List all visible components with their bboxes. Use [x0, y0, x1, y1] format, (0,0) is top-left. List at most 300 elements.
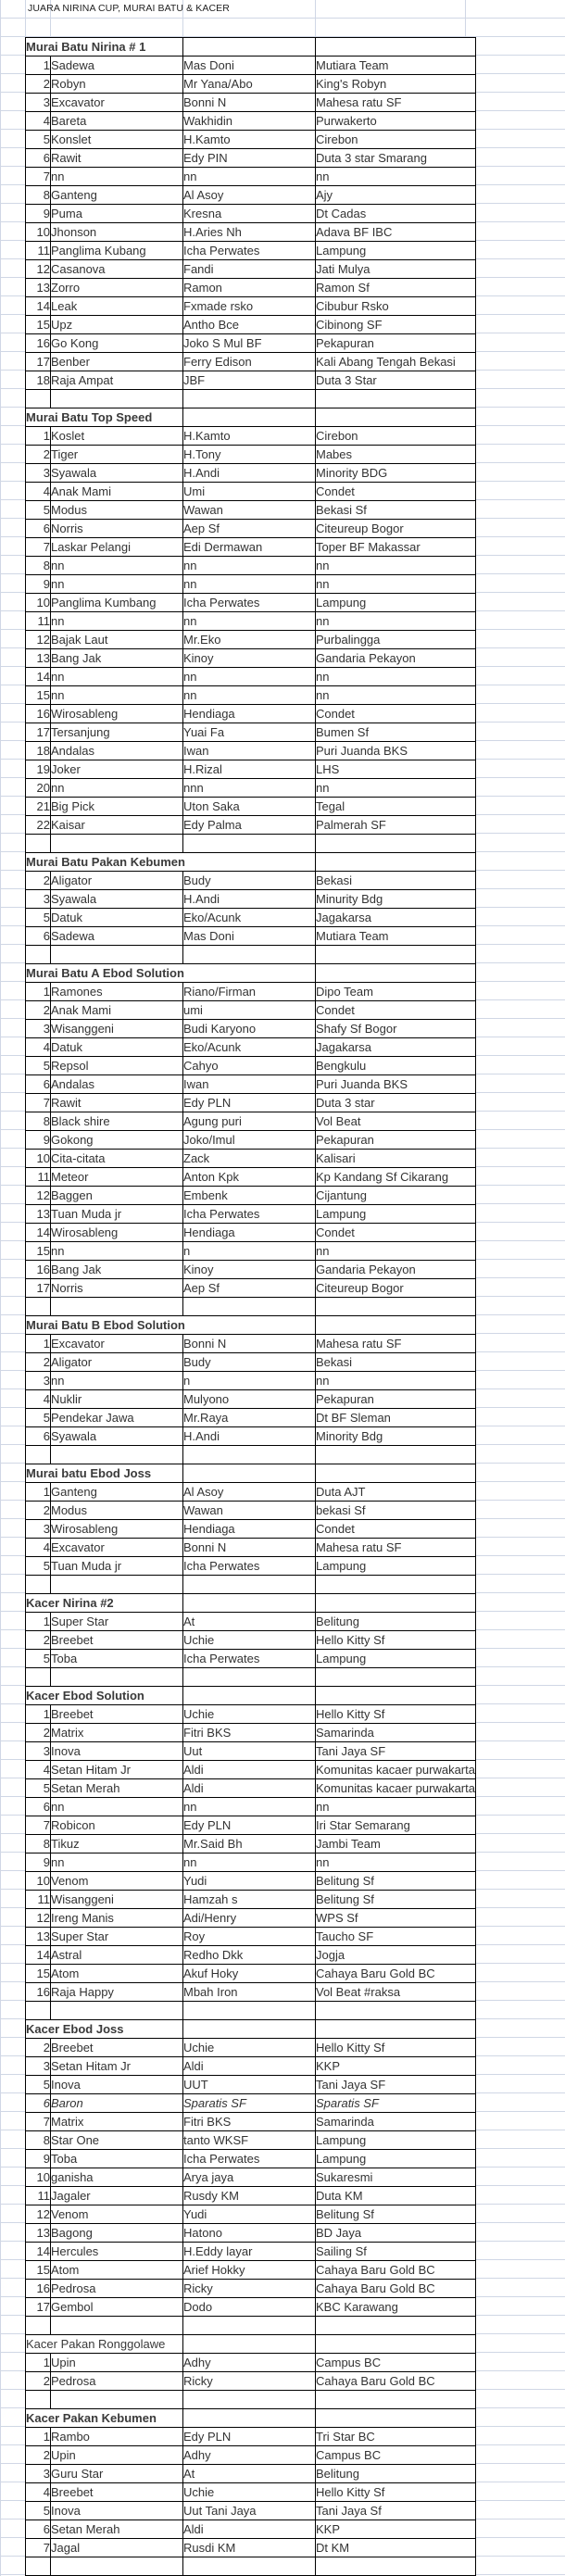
owner-cell[interactable]: H.Rizal: [183, 760, 316, 779]
rank-cell[interactable]: 19: [26, 760, 51, 779]
bird-name-cell[interactable]: Aligator: [51, 1353, 183, 1372]
team-cell[interactable]: Citeureup Bogor: [316, 520, 476, 538]
team-cell[interactable]: Campus BC: [316, 2354, 476, 2372]
empty-cell[interactable]: [316, 1298, 476, 1316]
team-cell[interactable]: Tri Star BC: [316, 2428, 476, 2446]
empty-cell[interactable]: [316, 2557, 476, 2576]
bird-name-cell[interactable]: nn: [51, 612, 183, 631]
owner-cell[interactable]: Kresna: [183, 205, 316, 223]
rank-cell[interactable]: 7: [26, 538, 51, 557]
bird-name-cell[interactable]: Inova: [51, 1742, 183, 1761]
rank-cell[interactable]: 14: [26, 1224, 51, 1242]
team-cell[interactable]: Jambi Team: [316, 1835, 476, 1853]
bird-name-cell[interactable]: Tuan Muda jr: [51, 1205, 183, 1224]
rank-cell[interactable]: 6: [26, 1798, 51, 1816]
team-cell[interactable]: nn: [316, 575, 476, 594]
empty-cell[interactable]: [51, 2557, 183, 2576]
rank-cell[interactable]: 1: [26, 1335, 51, 1353]
empty-cell[interactable]: [26, 835, 51, 853]
rank-cell[interactable]: 16: [26, 2280, 51, 2298]
team-cell[interactable]: Adava BF IBC: [316, 223, 476, 242]
owner-cell[interactable]: H.Eddy layar: [183, 2243, 316, 2261]
bird-name-cell[interactable]: ganisha: [51, 2168, 183, 2187]
owner-cell[interactable]: Edy PLN: [183, 1816, 316, 1835]
team-cell[interactable]: Pekapuran: [316, 334, 476, 353]
owner-cell[interactable]: H.Tony: [183, 446, 316, 464]
bird-name-cell[interactable]: Bareta: [51, 112, 183, 131]
owner-cell[interactable]: Bonni N: [183, 1539, 316, 1557]
rank-cell[interactable]: 13: [26, 279, 51, 297]
rank-cell[interactable]: 3: [26, 2465, 51, 2483]
rank-cell[interactable]: 8: [26, 186, 51, 205]
empty-cell[interactable]: [26, 1298, 51, 1316]
owner-cell[interactable]: Agung puri: [183, 1112, 316, 1131]
rank-cell[interactable]: 21: [26, 798, 51, 816]
team-cell[interactable]: nn: [316, 1798, 476, 1816]
empty-cell[interactable]: [26, 946, 51, 964]
empty-cell[interactable]: [51, 1668, 183, 1687]
empty-cell[interactable]: [316, 408, 476, 427]
owner-cell[interactable]: Aep Sf: [183, 520, 316, 538]
owner-cell[interactable]: H.Aries Nh: [183, 223, 316, 242]
owner-cell[interactable]: umi: [183, 1001, 316, 1020]
team-cell[interactable]: Dipo Team: [316, 983, 476, 1001]
rank-cell[interactable]: 2: [26, 2039, 51, 2057]
team-cell[interactable]: Belitung Sf: [316, 1891, 476, 1909]
team-cell[interactable]: nn: [316, 557, 476, 575]
owner-cell[interactable]: Eko/Acunk: [183, 909, 316, 927]
bird-name-cell[interactable]: Meteor: [51, 1168, 183, 1187]
empty-cell[interactable]: [183, 1668, 316, 1687]
owner-cell[interactable]: Antho Bce: [183, 316, 316, 334]
bird-name-cell[interactable]: Sadewa: [51, 57, 183, 75]
bird-name-cell[interactable]: Matrix: [51, 1724, 183, 1742]
team-cell[interactable]: Dt KM: [316, 2539, 476, 2557]
team-cell[interactable]: Kali Abang Tengah Bekasi: [316, 353, 476, 371]
team-cell[interactable]: Cijantung: [316, 1187, 476, 1205]
owner-cell[interactable]: Mas Doni: [183, 927, 316, 946]
section-title[interactable]: Kacer Nirina #2: [26, 1594, 183, 1613]
bird-name-cell[interactable]: Datuk: [51, 909, 183, 927]
empty-cell[interactable]: [316, 1668, 476, 1687]
rank-cell[interactable]: 12: [26, 1909, 51, 1928]
bird-name-cell[interactable]: Kaisar: [51, 816, 183, 835]
owner-cell[interactable]: Bonni N: [183, 1335, 316, 1353]
bird-name-cell[interactable]: Excavator: [51, 1335, 183, 1353]
owner-cell[interactable]: Mr.Eko: [183, 631, 316, 649]
team-cell[interactable]: Shafy Sf Bogor: [316, 1020, 476, 1038]
team-cell[interactable]: Ramon Sf: [316, 279, 476, 297]
rank-cell[interactable]: 10: [26, 594, 51, 612]
empty-cell[interactable]: [183, 1576, 316, 1594]
bird-name-cell[interactable]: Inova: [51, 2502, 183, 2520]
empty-cell[interactable]: [316, 1687, 476, 1705]
empty-cell[interactable]: [316, 2020, 476, 2039]
rank-cell[interactable]: 11: [26, 1891, 51, 1909]
team-cell[interactable]: nn: [316, 686, 476, 705]
empty-cell[interactable]: [316, 1576, 476, 1594]
owner-cell[interactable]: Hendiaga: [183, 1224, 316, 1242]
bird-name-cell[interactable]: Matrix: [51, 2113, 183, 2131]
rank-cell[interactable]: 14: [26, 1946, 51, 1965]
bird-name-cell[interactable]: Andalas: [51, 742, 183, 760]
empty-cell[interactable]: [26, 1576, 51, 1594]
owner-cell[interactable]: Roy: [183, 1928, 316, 1946]
team-cell[interactable]: Puri Juanda BKS: [316, 742, 476, 760]
bird-name-cell[interactable]: Joker: [51, 760, 183, 779]
owner-cell[interactable]: Yuai Fa: [183, 723, 316, 742]
bird-name-cell[interactable]: Setan Merah: [51, 2520, 183, 2539]
rank-cell[interactable]: 1: [26, 2428, 51, 2446]
bird-name-cell[interactable]: Astral: [51, 1946, 183, 1965]
team-cell[interactable]: Duta KM: [316, 2187, 476, 2205]
rank-cell[interactable]: 18: [26, 742, 51, 760]
empty-cell[interactable]: [26, 390, 51, 408]
rank-cell[interactable]: 3: [26, 94, 51, 112]
empty-cell[interactable]: [183, 1687, 316, 1705]
rank-cell[interactable]: 2: [26, 872, 51, 890]
team-cell[interactable]: Duta 3 star Smarang: [316, 149, 476, 168]
owner-cell[interactable]: H.Kamto: [183, 131, 316, 149]
team-cell[interactable]: Sparatis SF: [316, 2094, 476, 2113]
owner-cell[interactable]: Kinoy: [183, 649, 316, 668]
owner-cell[interactable]: Fitri BKS: [183, 2113, 316, 2131]
rank-cell[interactable]: 5: [26, 1650, 51, 1668]
bird-name-cell[interactable]: Sadewa: [51, 927, 183, 946]
bird-name-cell[interactable]: Rawit: [51, 1094, 183, 1112]
rank-cell[interactable]: 9: [26, 575, 51, 594]
rank-cell[interactable]: 5: [26, 131, 51, 149]
bird-name-cell[interactable]: Bajak Laut: [51, 631, 183, 649]
team-cell[interactable]: Duta AJT: [316, 1483, 476, 1502]
rank-cell[interactable]: 11: [26, 2187, 51, 2205]
bird-name-cell[interactable]: Tersanjung: [51, 723, 183, 742]
owner-cell[interactable]: Mr.Raya: [183, 1409, 316, 1427]
owner-cell[interactable]: Hamzah s: [183, 1891, 316, 1909]
bird-name-cell[interactable]: Gokong: [51, 1131, 183, 1150]
team-cell[interactable]: nn: [316, 1372, 476, 1390]
owner-cell[interactable]: Zack: [183, 1150, 316, 1168]
team-cell[interactable]: KKP: [316, 2057, 476, 2076]
empty-cell[interactable]: [316, 2335, 476, 2354]
team-cell[interactable]: Mutiara Team: [316, 927, 476, 946]
rank-cell[interactable]: 11: [26, 1168, 51, 1187]
bird-name-cell[interactable]: Setan Hitam Jr: [51, 2057, 183, 2076]
owner-cell[interactable]: Dodo: [183, 2298, 316, 2317]
empty-cell[interactable]: [183, 1298, 316, 1316]
owner-cell[interactable]: H.Andi: [183, 1427, 316, 1446]
empty-cell[interactable]: [183, 835, 316, 853]
empty-cell[interactable]: [183, 2020, 316, 2039]
bird-name-cell[interactable]: Venom: [51, 2205, 183, 2224]
owner-cell[interactable]: Arya jaya: [183, 2168, 316, 2187]
rank-cell[interactable]: 1: [26, 1705, 51, 1724]
team-cell[interactable]: Minority BDG: [316, 464, 476, 483]
rank-cell[interactable]: 3: [26, 1372, 51, 1390]
bird-name-cell[interactable]: nn: [51, 1798, 183, 1816]
rank-cell[interactable]: 12: [26, 260, 51, 279]
team-cell[interactable]: Bekasi Sf: [316, 501, 476, 520]
bird-name-cell[interactable]: Repsol: [51, 1057, 183, 1075]
rank-cell[interactable]: 16: [26, 705, 51, 723]
bird-name-cell[interactable]: Laskar Pelangi: [51, 538, 183, 557]
empty-cell[interactable]: [316, 38, 476, 57]
rank-cell[interactable]: 6: [26, 1075, 51, 1094]
team-cell[interactable]: Tegal: [316, 798, 476, 816]
empty-cell[interactable]: [51, 2317, 183, 2335]
owner-cell[interactable]: Hendiaga: [183, 1520, 316, 1539]
empty-cell[interactable]: [316, 2002, 476, 2020]
team-cell[interactable]: King's Robyn: [316, 75, 476, 94]
team-cell[interactable]: Bumen Sf: [316, 723, 476, 742]
rank-cell[interactable]: 16: [26, 334, 51, 353]
owner-cell[interactable]: Ricky: [183, 2372, 316, 2391]
bird-name-cell[interactable]: Zorro: [51, 279, 183, 297]
rank-cell[interactable]: 4: [26, 1390, 51, 1409]
rank-cell[interactable]: 3: [26, 1020, 51, 1038]
team-cell[interactable]: Hello Kitty Sf: [316, 2039, 476, 2057]
owner-cell[interactable]: Edi Dermawan: [183, 538, 316, 557]
team-cell[interactable]: Iri Star Semarang: [316, 1816, 476, 1835]
bird-name-cell[interactable]: Toba: [51, 1650, 183, 1668]
team-cell[interactable]: Campus BC: [316, 2446, 476, 2465]
team-cell[interactable]: Minority Bdg: [316, 1427, 476, 1446]
team-cell[interactable]: KBC Karawang: [316, 2298, 476, 2317]
owner-cell[interactable]: Eko/Acunk: [183, 1038, 316, 1057]
owner-cell[interactable]: nn: [183, 668, 316, 686]
owner-cell[interactable]: Uchie: [183, 1631, 316, 1650]
bird-name-cell[interactable]: Breebet: [51, 2483, 183, 2502]
rank-cell[interactable]: 16: [26, 1983, 51, 2002]
team-cell[interactable]: WPS Sf: [316, 1909, 476, 1928]
rank-cell[interactable]: 3: [26, 464, 51, 483]
bird-name-cell[interactable]: Ganteng: [51, 1483, 183, 1502]
team-cell[interactable]: Cahaya Baru Gold BC: [316, 2372, 476, 2391]
team-cell[interactable]: nn: [316, 1242, 476, 1261]
bird-name-cell[interactable]: Benber: [51, 353, 183, 371]
team-cell[interactable]: Belitung: [316, 2465, 476, 2483]
team-cell[interactable]: Palmerah SF: [316, 816, 476, 835]
team-cell[interactable]: Toper BF Makassar: [316, 538, 476, 557]
empty-cell[interactable]: [51, 1446, 183, 1464]
rank-cell[interactable]: 2: [26, 446, 51, 464]
owner-cell[interactable]: Yudi: [183, 2205, 316, 2224]
rank-cell[interactable]: 4: [26, 112, 51, 131]
bird-name-cell[interactable]: Baggen: [51, 1187, 183, 1205]
empty-cell[interactable]: [183, 1594, 316, 1613]
team-cell[interactable]: BD Jaya: [316, 2224, 476, 2243]
team-cell[interactable]: Ajy: [316, 186, 476, 205]
owner-cell[interactable]: H.Kamto: [183, 427, 316, 446]
owner-cell[interactable]: Icha Perwates: [183, 1650, 316, 1668]
bird-name-cell[interactable]: Upin: [51, 2446, 183, 2465]
rank-cell[interactable]: 2: [26, 1631, 51, 1650]
rank-cell[interactable]: 15: [26, 1965, 51, 1983]
owner-cell[interactable]: Mas Doni: [183, 57, 316, 75]
rank-cell[interactable]: 14: [26, 2243, 51, 2261]
team-cell[interactable]: Gandaria Pekayon: [316, 649, 476, 668]
owner-cell[interactable]: Mr Yana/Abo: [183, 75, 316, 94]
bird-name-cell[interactable]: Hercules: [51, 2243, 183, 2261]
rank-cell[interactable]: 15: [26, 686, 51, 705]
owner-cell[interactable]: Mr.Said Bh: [183, 1835, 316, 1853]
empty-cell[interactable]: [51, 1298, 183, 1316]
owner-cell[interactable]: Aldi: [183, 1779, 316, 1798]
rank-cell[interactable]: 9: [26, 1131, 51, 1150]
empty-cell[interactable]: [183, 2557, 316, 2576]
rank-cell[interactable]: 6: [26, 149, 51, 168]
rank-cell[interactable]: 8: [26, 2131, 51, 2150]
bird-name-cell[interactable]: Wirosableng: [51, 1224, 183, 1242]
owner-cell[interactable]: Fandi: [183, 260, 316, 279]
empty-cell[interactable]: [316, 835, 476, 853]
bird-name-cell[interactable]: Bang Jak: [51, 649, 183, 668]
empty-cell[interactable]: [183, 1464, 316, 1483]
empty-cell[interactable]: [51, 2002, 183, 2020]
rank-cell[interactable]: 17: [26, 723, 51, 742]
team-cell[interactable]: Duta 3 star: [316, 1094, 476, 1112]
bird-name-cell[interactable]: Norris: [51, 520, 183, 538]
bird-name-cell[interactable]: Puma: [51, 205, 183, 223]
owner-cell[interactable]: Edy PLN: [183, 1094, 316, 1112]
team-cell[interactable]: Jogja: [316, 1946, 476, 1965]
bird-name-cell[interactable]: Setan Merah: [51, 1779, 183, 1798]
owner-cell[interactable]: Aldi: [183, 2520, 316, 2539]
rank-cell[interactable]: 3: [26, 1742, 51, 1761]
empty-cell[interactable]: [316, 1446, 476, 1464]
owner-cell[interactable]: Uut: [183, 1742, 316, 1761]
owner-cell[interactable]: Arief Hokky: [183, 2261, 316, 2280]
owner-cell[interactable]: Mulyono: [183, 1390, 316, 1409]
owner-cell[interactable]: Icha Perwates: [183, 1205, 316, 1224]
team-cell[interactable]: nn: [316, 1853, 476, 1872]
owner-cell[interactable]: Icha Perwates: [183, 594, 316, 612]
bird-name-cell[interactable]: Breebet: [51, 1705, 183, 1724]
empty-cell[interactable]: [183, 38, 316, 57]
team-cell[interactable]: Lampung: [316, 1205, 476, 1224]
bird-name-cell[interactable]: Breebet: [51, 1631, 183, 1650]
empty-cell[interactable]: [183, 2317, 316, 2335]
rank-cell[interactable]: 4: [26, 2483, 51, 2502]
rank-cell[interactable]: 2: [26, 75, 51, 94]
empty-cell[interactable]: [316, 2391, 476, 2409]
rank-cell[interactable]: 3: [26, 1520, 51, 1539]
team-cell[interactable]: Mabes: [316, 446, 476, 464]
bird-name-cell[interactable]: nn: [51, 1372, 183, 1390]
rank-cell[interactable]: 2: [26, 1353, 51, 1372]
bird-name-cell[interactable]: Upin: [51, 2354, 183, 2372]
rank-cell[interactable]: 15: [26, 316, 51, 334]
rank-cell[interactable]: 11: [26, 612, 51, 631]
rank-cell[interactable]: 6: [26, 927, 51, 946]
owner-cell[interactable]: Wakhidin: [183, 112, 316, 131]
empty-cell[interactable]: [51, 390, 183, 408]
owner-cell[interactable]: Ramon: [183, 279, 316, 297]
empty-cell[interactable]: [183, 946, 316, 964]
bird-name-cell[interactable]: Gembol: [51, 2298, 183, 2317]
rank-cell[interactable]: 5: [26, 501, 51, 520]
owner-cell[interactable]: Icha Perwates: [183, 242, 316, 260]
owner-cell[interactable]: Budy: [183, 872, 316, 890]
rank-cell[interactable]: 8: [26, 1835, 51, 1853]
team-cell[interactable]: Komunitas kacaer purwakarta: [316, 1761, 476, 1779]
bird-name-cell[interactable]: Wirosableng: [51, 705, 183, 723]
team-cell[interactable]: Belitung: [316, 1613, 476, 1631]
owner-cell[interactable]: Sparatis SF: [183, 2094, 316, 2113]
rank-cell[interactable]: 17: [26, 1279, 51, 1298]
empty-cell[interactable]: [51, 835, 183, 853]
team-cell[interactable]: Lampung: [316, 1650, 476, 1668]
team-cell[interactable]: bekasi Sf: [316, 1502, 476, 1520]
rank-cell[interactable]: 10: [26, 1150, 51, 1168]
empty-cell[interactable]: [183, 2409, 316, 2428]
bird-name-cell[interactable]: Casanova: [51, 260, 183, 279]
rank-cell[interactable]: 10: [26, 223, 51, 242]
empty-cell[interactable]: [316, 2409, 476, 2428]
bird-name-cell[interactable]: Ganteng: [51, 186, 183, 205]
owner-cell[interactable]: Hatono: [183, 2224, 316, 2243]
owner-cell[interactable]: Icha Perwates: [183, 1557, 316, 1576]
team-cell[interactable]: Condet: [316, 1520, 476, 1539]
owner-cell[interactable]: nn: [183, 686, 316, 705]
rank-cell[interactable]: 2: [26, 1502, 51, 1520]
team-cell[interactable]: Purwakerto: [316, 112, 476, 131]
section-title[interactable]: Kacer Pakan Ronggolawe: [26, 2335, 183, 2354]
rank-cell[interactable]: 7: [26, 168, 51, 186]
bird-name-cell[interactable]: Pedrosa: [51, 2372, 183, 2391]
rank-cell[interactable]: 5: [26, 2502, 51, 2520]
bird-name-cell[interactable]: Star One: [51, 2131, 183, 2150]
owner-cell[interactable]: Uut Tani Jaya: [183, 2502, 316, 2520]
team-cell[interactable]: Purbalingga: [316, 631, 476, 649]
empty-cell[interactable]: [26, 2002, 51, 2020]
team-cell[interactable]: Taucho SF: [316, 1928, 476, 1946]
rank-cell[interactable]: 1: [26, 983, 51, 1001]
rank-cell[interactable]: 9: [26, 2150, 51, 2168]
empty-cell[interactable]: [51, 2391, 183, 2409]
owner-cell[interactable]: Mbah Iron: [183, 1983, 316, 2002]
empty-cell[interactable]: [51, 1576, 183, 1594]
rank-cell[interactable]: 5: [26, 909, 51, 927]
rank-cell[interactable]: 14: [26, 668, 51, 686]
team-cell[interactable]: Dt BF Sleman: [316, 1409, 476, 1427]
bird-name-cell[interactable]: nn: [51, 1853, 183, 1872]
team-cell[interactable]: Cahaya Baru Gold BC: [316, 2280, 476, 2298]
bird-name-cell[interactable]: Guru Star: [51, 2465, 183, 2483]
empty-cell[interactable]: [316, 390, 476, 408]
bird-name-cell[interactable]: Konslet: [51, 131, 183, 149]
owner-cell[interactable]: Adhy: [183, 2446, 316, 2465]
owner-cell[interactable]: Akuf Hoky: [183, 1965, 316, 1983]
bird-name-cell[interactable]: Anak Mami: [51, 1001, 183, 1020]
owner-cell[interactable]: Anton Kpk: [183, 1168, 316, 1187]
team-cell[interactable]: Cahaya Baru Gold BC: [316, 2261, 476, 2280]
rank-cell[interactable]: 13: [26, 649, 51, 668]
rank-cell[interactable]: 5: [26, 1779, 51, 1798]
bird-name-cell[interactable]: Andalas: [51, 1075, 183, 1094]
team-cell[interactable]: Condet: [316, 705, 476, 723]
team-cell[interactable]: Mahesa ratu SF: [316, 94, 476, 112]
owner-cell[interactable]: Al Asoy: [183, 186, 316, 205]
empty-cell[interactable]: [51, 946, 183, 964]
owner-cell[interactable]: At: [183, 1613, 316, 1631]
bird-name-cell[interactable]: Big Pick: [51, 798, 183, 816]
team-cell[interactable]: Condet: [316, 1224, 476, 1242]
bird-name-cell[interactable]: Syawala: [51, 464, 183, 483]
owner-cell[interactable]: Adi/Henry: [183, 1909, 316, 1928]
owner-cell[interactable]: UUT: [183, 2076, 316, 2094]
owner-cell[interactable]: Uchie: [183, 2039, 316, 2057]
